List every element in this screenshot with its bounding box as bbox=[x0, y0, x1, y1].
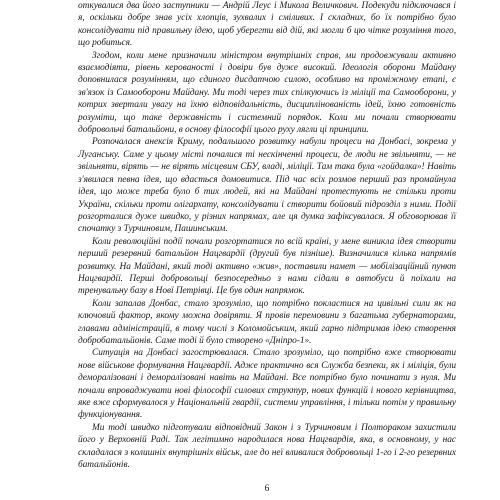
paragraph-1: откувалися два його заступники — Андрій Леус і Микола Величкович. Подекуди підключався і я, оскільки добре знав усіх хлопців, зухвалих і сміливих. І складних, бо їх потрібно було консолідувати під правильну ідею, щоб уберегти від дій, які могли б цю чітке розуміння того, що робиться. bbox=[78, 1, 456, 49]
paragraph-7: Ми тоді швидко підготували відповідний Закон і з Турчиновим і Полтораком захистили його у Верховній Раді. Так легітимно народилася нова Нацгвардія, яка, в основному, у нас складалася з колишніх внутрішніх військ, але до неї вливалися добровольці 1-го і 2-го резервних батальйонів. bbox=[78, 422, 456, 471]
paragraph-4: Коли революційні події почали розгортатися по всій країні, у мене виникла ідея створити перший резервний батальйон Нацгвардії (другий був пізніше). Визначилися кілька напрямів розвитку. На Майдані, який тоді активно «жив», поставили намет — мобілізаційний пункт Нацгвардії. Перші добровольці безпосередньо з нами сідали в автобуси й поїхали на тренувальну базу в Новї Петрівці. Це був один напрямок. bbox=[78, 236, 456, 297]
page-number: 6 bbox=[264, 484, 270, 494]
paragraph-6: Ситуація на Донбасі загострювалася. Стало зрозуміло, що потрібно вже створювати нове військове формування Нацгвардії. Адже практично вся Служба безпеки, як і міліція, були деморалізовані і деморалізовані навіть на Майдані. Все потрібно було починати з нуля. Ми почали впроваджувати нові філософії силових структур, нових функцій і нового керівництва, яке вже сформувалося у Національній гвардії, системи управління, і тільки потім у правильну функціонування. bbox=[78, 348, 456, 421]
paragraph-2: Згодом, коли мене призначили міністром внутрішніх справ, ми продовжували активно взаємодіяти, рівень керованості і довіри був дуже високий. Ідеологія оборони Майдану доповнилася розумінням, що єдиного дисдатчою силою, особливо на проміжному етапі, є зв'язок із Самооборони Майдану. Ми тоді через тих спілкуючись із міліції та Самооборони, у котрих звертали увагу на їхню відповідальність, дисциплінованість ідей, їхню готовність розуміти, що таке державність і системний порядок. Коли ми почали створювати добровольчі батальйони, в основу філософії цього руху лягли ці принципи. bbox=[78, 50, 456, 136]
page-text bbox=[78, 0, 456, 471]
paragraph-5: Коли запалав Донбас, стало зрозуміло, що потрібно покластися на цивільні сили як на ключовий фактор, якому можна довіряти. Я провів перемовини з багатьма губернаторами, главами адміністрацій, в тому числі з Коломойським, який гарно підтримав ідею створення добробатальйонів. Саме тоді й було створено «Дніпро-1». bbox=[78, 298, 456, 346]
paragraph-3: Розпочалася анексія Криму, подальшого розвитку набули процеси на Донбасі, зокрема у Луганську. Саме у цьому місті почалися ті нескінченні процеси, де люди не звільняти, — не звільняти, вірять — не вірять місцевим СБУ, владі, міліції. Там така була «гойдалка»! Навіть з'явилася певна ідея, що вдасться домовитися. Під час всіх розмов перший раз промайнула ідея, що може треба було б тих людей, які на Майдані протестують не стільки проти України, скільки проти олігархату, консолідувати і створити бойовий підрозділ з ними. Події розгорталися дуже швидко, у різних напрямах, але ця думка зафіксувалася. Я обговорював її спочатку з Турчиновим, Пашинським. bbox=[78, 137, 456, 235]
